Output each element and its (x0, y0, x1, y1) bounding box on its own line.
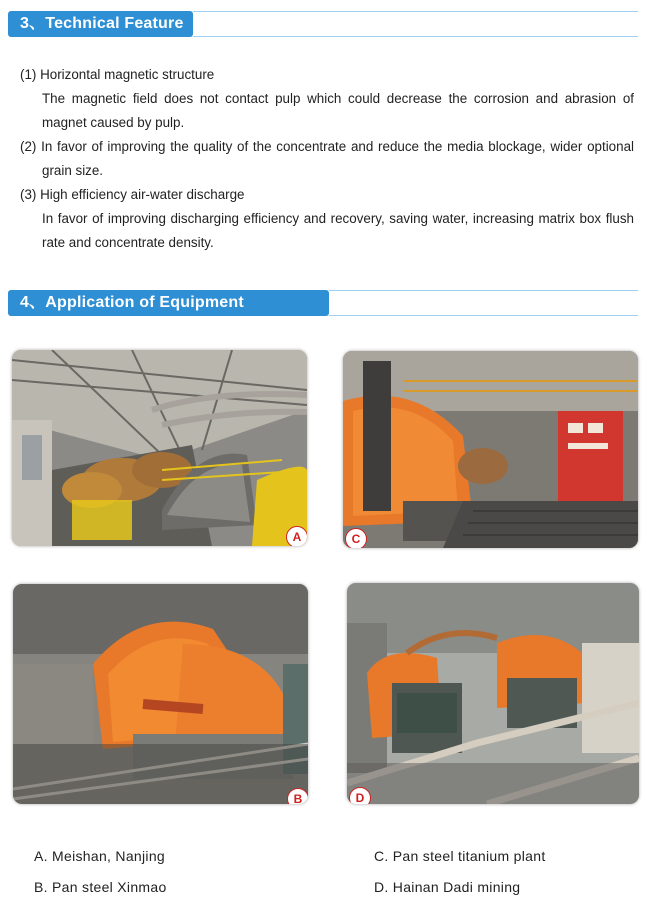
feature-1-body: The magnetic field does not contact pulp which could decrease the corrosion and abrasion of magnet caused by pulp. (42, 91, 634, 130)
section-header-technical-feature (8, 11, 638, 37)
header-rule-bottom (193, 36, 638, 37)
photo-c-pan-steel-titanium (343, 351, 638, 548)
xinmao-site-illustration (13, 584, 308, 804)
photo-label-badge: A (286, 526, 307, 546)
header-rule-top (193, 11, 638, 12)
caption-b: B. Pan steel Xinmao (34, 879, 167, 895)
feature-1-title: (1) Horizontal magnetic structure (20, 67, 215, 82)
caption-d: D. Hainan Dadi mining (374, 879, 521, 895)
photo-a-meishan-nanjing (12, 350, 307, 546)
caption-c: C. Pan steel titanium plant (374, 848, 546, 864)
photo-label-badge: B (287, 788, 308, 804)
photo-label-badge: C (345, 528, 367, 548)
photo-b-pan-steel-xinmao (13, 584, 308, 804)
photo-label-badge: D (349, 787, 371, 804)
feature-3-body: In favor of improving discharging efficiency and recovery, saving water, increasing matrix box flush rate and concentrate density. (42, 211, 634, 250)
factory-hall-illustration (12, 350, 307, 546)
section-title: 3、Technical Feature (8, 11, 193, 37)
header-rule-top (329, 290, 638, 291)
titanium-plant-illustration (343, 351, 638, 548)
feature-3-title: (3) High efficiency air-water discharge (20, 187, 245, 202)
section-title: 4、Application of Equipment (8, 290, 329, 316)
caption-a: A. Meishan, Nanjing (34, 848, 165, 864)
section-header-application (8, 290, 638, 316)
feature-2-title: (2) In favor of improving the quality of the concentrate and reduce the media blockage, wider optional grain size. (20, 139, 634, 178)
hainan-outdoor-illustration (347, 583, 639, 804)
header-rule-bottom (329, 315, 638, 316)
technical-features (20, 63, 634, 255)
photo-d-hainan-dadi (347, 583, 639, 804)
